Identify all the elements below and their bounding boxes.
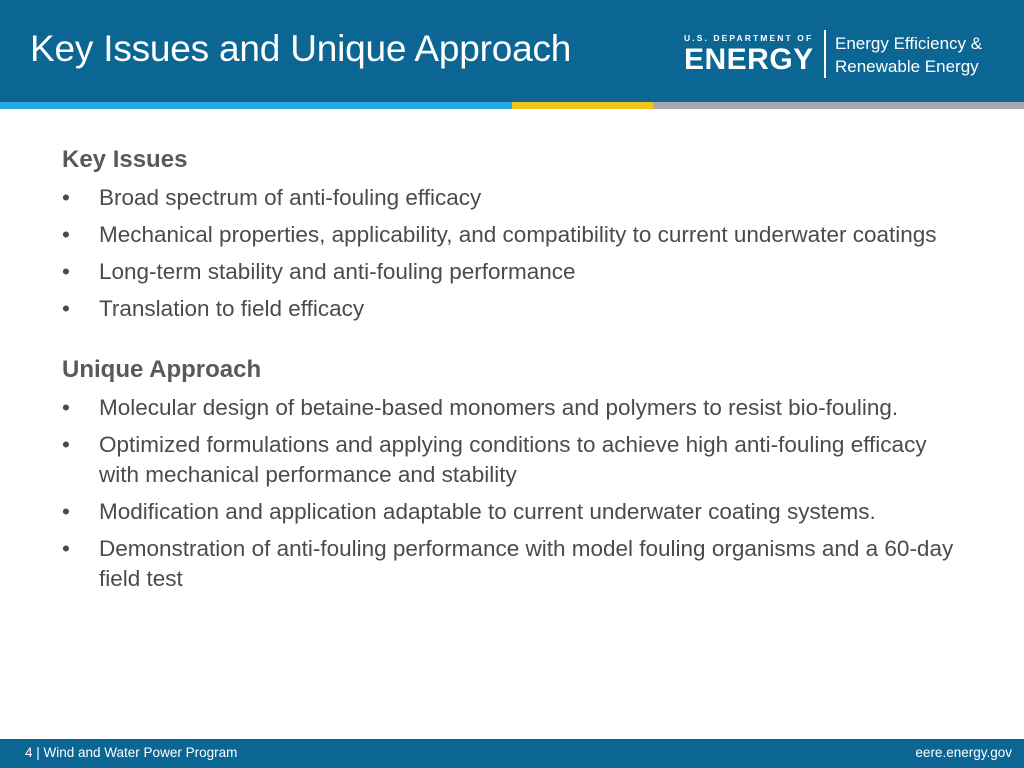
- logo-department-text: U.S. DEPARTMENT OF: [684, 33, 814, 43]
- bullet-item: [62, 220, 962, 250]
- slide-footer: [0, 739, 1024, 768]
- bullet-list: [62, 183, 962, 324]
- accent-stripe-blue: [0, 102, 512, 109]
- bullet-text: Demonstration of anti-fouling performance with model fouling organisms and a 60-day field test: [99, 536, 954, 591]
- logo-office-line-2: Renewable Energy: [835, 57, 979, 76]
- bullet-marker: •: [62, 395, 70, 420]
- slide-header: [0, 0, 1024, 102]
- bullet-item: [62, 257, 962, 287]
- bullet-marker: •: [62, 185, 70, 210]
- section-unique-approach: [62, 354, 962, 594]
- bullet-text: Broad spectrum of anti-fouling efficacy: [99, 185, 482, 210]
- slide-content: [62, 144, 962, 594]
- bullet-item: [62, 430, 962, 490]
- bullet-marker: •: [62, 536, 70, 561]
- bullet-text: Molecular design of betaine-based monomers and polymers to resist bio-fouling.: [99, 395, 899, 420]
- bullet-text: Long-term stability and anti-fouling performance: [99, 259, 576, 284]
- bullet-marker: •: [62, 432, 70, 457]
- bullet-text: Mechanical properties, applicability, and compatibility to current underwater coatings: [99, 222, 937, 247]
- bullet-text: Translation to field efficacy: [99, 296, 365, 321]
- bullet-text: Modification and application adaptable to current underwater coating systems.: [99, 499, 876, 524]
- section-heading: Unique Approach: [62, 356, 262, 383]
- footer-program-label: 4 | Wind and Water Power Program: [25, 745, 238, 760]
- bullet-marker: •: [62, 296, 70, 321]
- bullet-item: [62, 497, 962, 527]
- logo-office-line-1: Energy Efficiency &: [835, 34, 983, 53]
- logo-divider: [824, 30, 826, 78]
- bullet-item: [62, 534, 962, 594]
- bullet-marker: •: [62, 259, 70, 284]
- slide-title: Key Issues and Unique Approach: [30, 28, 572, 69]
- bullet-text: Optimized formulations and applying conditions to achieve high anti-fouling efficacy with mechanical performance and stability: [99, 432, 927, 487]
- bullet-item: [62, 183, 962, 213]
- accent-stripe-yellow: [512, 102, 653, 109]
- bullet-list: [62, 393, 962, 594]
- bullet-marker: •: [62, 499, 70, 524]
- logo-office-name: [835, 32, 982, 78]
- logo-energy-wordmark: ENERGY: [684, 43, 814, 76]
- accent-stripe-gray: [653, 102, 1024, 109]
- bullet-item: [62, 294, 962, 324]
- section-heading: Key Issues: [62, 146, 188, 173]
- bullet-item: [62, 393, 962, 423]
- section-key-issues: [62, 144, 962, 324]
- bullet-marker: •: [62, 222, 70, 247]
- footer-website: eere.energy.gov: [915, 745, 1012, 760]
